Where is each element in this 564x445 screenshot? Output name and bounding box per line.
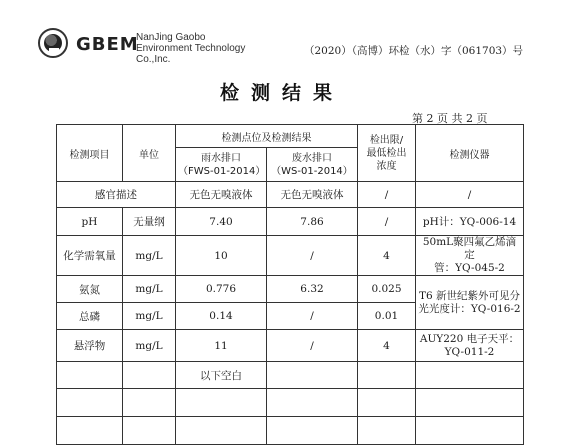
item-cell: 总磷	[57, 303, 123, 330]
empty-cell	[123, 389, 176, 417]
instrument-cell	[416, 330, 524, 362]
empty-cell	[123, 417, 176, 445]
unit-cell: mg/L	[123, 330, 176, 362]
item-cell: pH	[57, 208, 123, 236]
header-item: 检测项目	[57, 125, 123, 182]
header-limit-line-3: 浓度	[376, 160, 397, 172]
item-cell: 悬浮物	[57, 330, 123, 362]
value-point-2: 7.86	[267, 208, 358, 236]
header-point-1	[176, 148, 267, 182]
page-number: 第 2 页 共 2 页	[412, 112, 488, 125]
empty-cell	[416, 362, 524, 389]
value-point-2: /	[267, 303, 358, 330]
company-name	[136, 32, 245, 65]
empty-cell	[267, 417, 358, 445]
limit-cell: 0.01	[358, 303, 416, 330]
header-limit-line-1: 检出限/	[369, 134, 404, 146]
empty-cell	[358, 417, 416, 445]
header-point-2	[267, 148, 358, 182]
instrument-line-2: 光光度计：YQ-016-2	[418, 302, 521, 315]
empty-cell	[416, 417, 524, 445]
table-row	[57, 362, 524, 389]
page-title: 检测结果	[219, 82, 344, 104]
empty-cell	[57, 389, 123, 417]
value-point-2: /	[267, 330, 358, 362]
instrument-line-1: AUY220 电子天平：	[419, 332, 520, 345]
table-row	[57, 236, 524, 276]
value-point-2: 无色无嗅液体	[267, 182, 358, 208]
value-point-1: 0.14	[176, 303, 267, 330]
header-instrument: 检测仪器	[416, 125, 524, 182]
table-header-row	[57, 125, 524, 148]
company-line-1: NanJing Gaobo	[136, 32, 206, 43]
limit-cell: 4	[358, 330, 416, 362]
limit-cell: 0.025	[358, 276, 416, 303]
empty-cell	[358, 389, 416, 417]
value-point-1: 0.776	[176, 276, 267, 303]
results-table	[56, 124, 524, 445]
header-group: 检测点位及检测结果	[176, 125, 358, 148]
instrument-line-1: 50mL聚四氟乙烯滴定	[422, 236, 517, 261]
value-point-2: 6.32	[267, 276, 358, 303]
table-row	[57, 330, 524, 362]
empty-cell	[176, 417, 267, 445]
instrument-cell	[416, 236, 524, 276]
empty-cell	[267, 362, 358, 389]
item-cell: 氨氮	[57, 276, 123, 303]
unit-cell: 无量纲	[123, 208, 176, 236]
report-header	[0, 0, 564, 80]
empty-cell	[123, 362, 176, 389]
value-point-1: 10	[176, 236, 267, 276]
empty-cell	[176, 389, 267, 417]
document-number: （2020）（高博）环检（水）字（061703）号	[304, 45, 524, 57]
value-point-2: /	[267, 236, 358, 276]
table-row	[57, 417, 524, 445]
instrument-cell: /	[416, 182, 524, 208]
company-logo-icon	[38, 28, 68, 58]
instrument-line-2: 管：YQ-045-2	[434, 262, 505, 274]
item-cell: 化学需氧量	[57, 236, 123, 276]
table-row	[57, 276, 524, 303]
empty-cell	[57, 362, 123, 389]
point-1-code: （FWS-01-2014）	[178, 165, 266, 177]
table-row	[57, 208, 524, 236]
instrument-cell	[416, 276, 524, 330]
header-limit-line-2: 最低检出	[366, 147, 407, 159]
point-1-name: 雨水排口	[201, 152, 241, 164]
empty-cell	[416, 389, 524, 417]
company-line-3: Co.,Inc.	[136, 54, 171, 65]
limit-cell: /	[358, 208, 416, 236]
empty-cell	[358, 362, 416, 389]
instrument-line-1: T6 新世纪紫外可见分	[418, 289, 521, 302]
table-row	[57, 182, 524, 208]
point-2-name: 废水排口	[292, 152, 332, 164]
table-row	[57, 389, 524, 417]
value-point-1: 7.40	[176, 208, 267, 236]
limit-cell: 4	[358, 236, 416, 276]
unit-cell: mg/L	[123, 303, 176, 330]
value-point-1: 无色无嗅液体	[176, 182, 267, 208]
instrument-cell: pH计：YQ-006-14	[416, 208, 524, 236]
header-limit	[358, 125, 416, 182]
item-cell: 感官描述	[57, 182, 176, 208]
blank-note: 以下空白	[176, 362, 267, 389]
header-unit: 单位	[123, 125, 176, 182]
brand-name: GBEM	[76, 34, 139, 55]
point-2-code: （WS-01-2014）	[271, 165, 353, 177]
value-point-1: 11	[176, 330, 267, 362]
company-line-2: Environment Technology	[136, 43, 246, 54]
unit-cell: mg/L	[123, 276, 176, 303]
limit-cell: /	[358, 182, 416, 208]
instrument-line-2: YQ-011-2	[444, 345, 495, 358]
empty-cell	[267, 389, 358, 417]
unit-cell: mg/L	[123, 236, 176, 276]
empty-cell	[57, 417, 123, 445]
